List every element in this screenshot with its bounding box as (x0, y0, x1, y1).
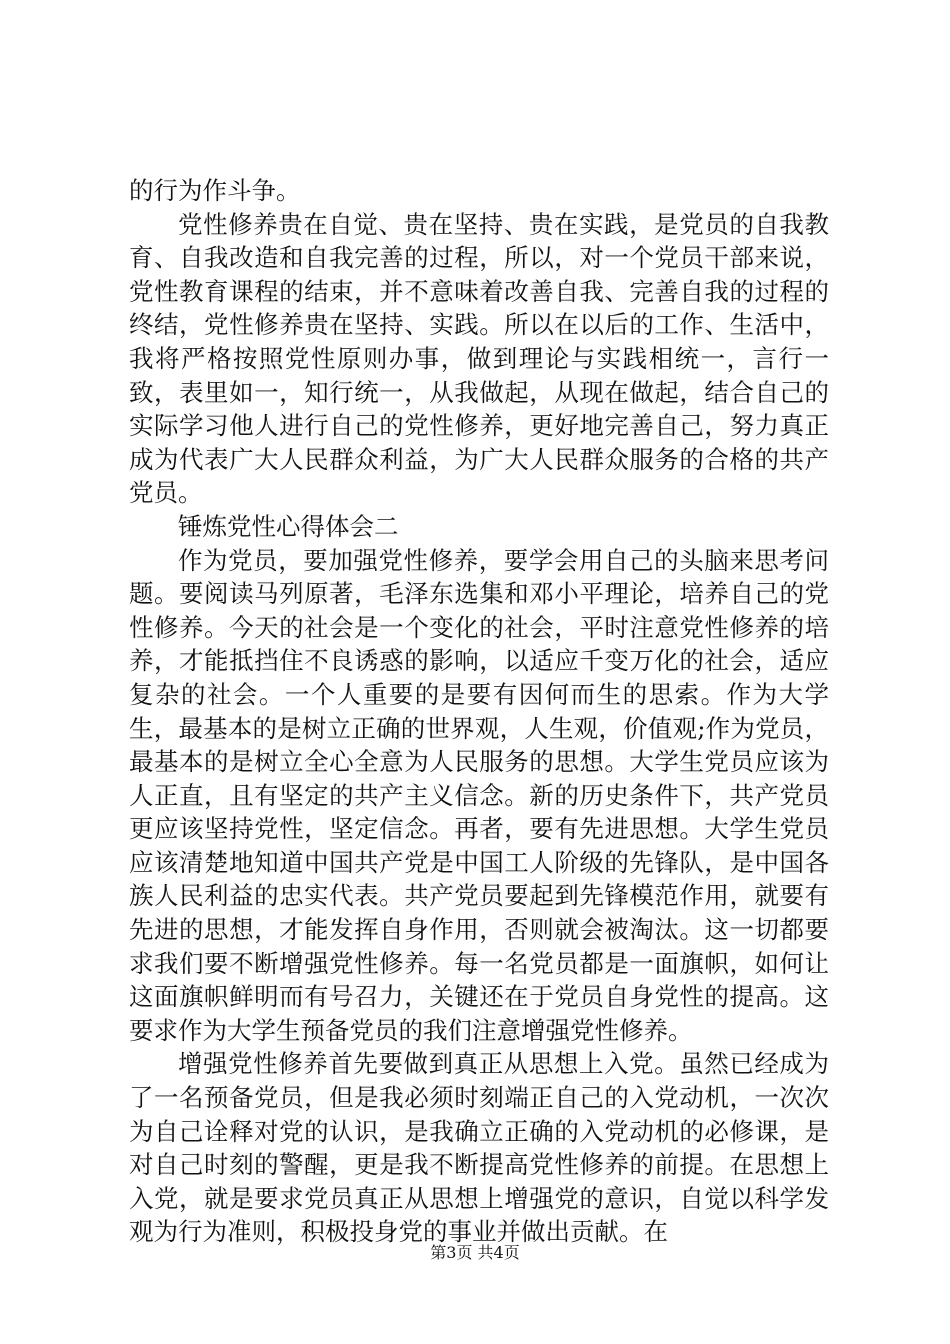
document-body (129, 174, 829, 1249)
paragraph-as-party-member: 作为党员，要加强党性修养，要学会用自己的头脑来思考问题。要阅读马列原著，毛泽东选集和邓小平理论，培养自己的党性修养。今天的社会是一个变化的社会，平时注意党性修养的培养，才能抵挡住不良诱惑的影响，以适应千变万化的社会，适应复杂的社会。一个人重要的是要有因何而生的思索。作为大学生，最基本的是树立正确的世界观，人生观，价值观;作为党员，最基本的是树立全心全意为人民服务的思想。大学生党员应该为人正直，且有坚定的共产主义信念。新的历史条件下，共产党员更应该坚持党性，坚定信念。再者，要有先进思想。大学生党员应该清楚地知道中国共产党是中国工人阶级的先锋队，是中国各族人民利益的忠实代表。共产党员要起到先锋模范作用，就要有先进的思想，才能发挥自身作用，否则就会被淘汰。这一切都要求我们要不断增强党性修养。每一名党员都是一面旗帜，如何让这面旗帜鲜明而有号召力，关键还在于党员自身党性的提高。这要求作为大学生预备党员的我们注意增强党性修养。 (129, 545, 829, 1045)
section-heading: 锤炼党性心得体会二 (178, 511, 399, 541)
paragraph-party-cultivation: 党性修养贵在自觉、贵在坚持、贵在实践，是党员的自我教育、自我改造和自我完善的过程，所以，对一个党员干部来说，党性教育课程的结束，并不意味着改善自我、完善自我的过程的终结，党性修养贵在坚持、实践。所以在以后的工作、生活中，我将严格按照党性原则办事，做到理论与实践相统一，言行一致，表里如一，知行统一，从我做起，从现在做起，结合自己的实际学习他人进行自己的党性修养，更好地完善自己，努力真正成为代表广大人民群众利益，为广大人民群众服务的合格的共产党员。 (129, 209, 829, 508)
paragraph-continuation: 的行为作斗争。 (129, 176, 301, 205)
paragraph-ideological-joining: 增强党性修养首先要做到真正从思想上入党。虽然已经成为了一名预备党员，但是我必须时刻端正自己的入党动机，一次次为自己诠释对党的认识，是我确立正确的入党动机的必修课，是对自己时刻的警醒，更是我不断提高党性修养的前提。在思想上入党，就是要求党员真正从思想上增强党的意识，自觉以科学发观为行为准则，积极投身党的事业并做出贡献。在 (129, 1049, 829, 1247)
page-number-footer: 第3页 共4页 (430, 1243, 520, 1262)
